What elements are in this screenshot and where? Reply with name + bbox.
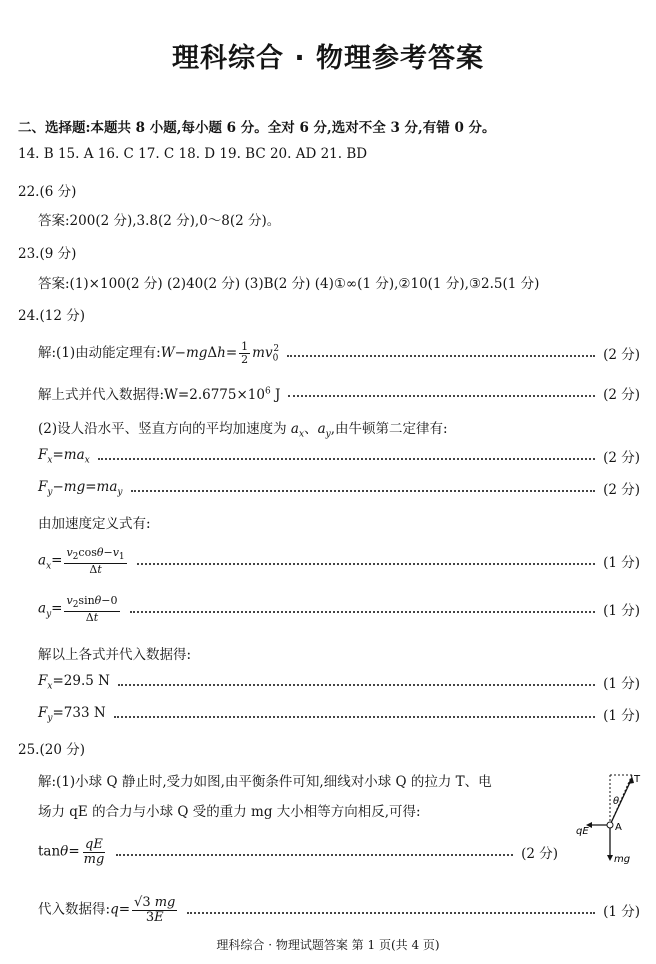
fraction: $\frac{1}{2}$ xyxy=(241,340,249,366)
score: (1 分) xyxy=(603,676,640,692)
score: (1 分) xyxy=(603,708,640,724)
q24-line-1: 解:(1)由动能定理有:W−mgΔh= $\frac{1}{2}$ $mv_0^2$ (2 分) xyxy=(38,340,640,366)
q25-eq-2: 代入数据得:q= $\frac{√3 mg}{3E}$ (1 分) xyxy=(38,894,640,925)
q24-line-11: $F_y=733$ N (1 分) xyxy=(38,704,640,724)
q25-para-2: 场力 qE 的合力与小球 Q 受的重力 mg 大小相等方向相反,可得: xyxy=(38,804,421,820)
q24-line-8: $a_y=$ $\frac{v_2\sin\theta-0}{\Delta t}$ (1 分) xyxy=(38,593,640,624)
q24-line-3: (2)设人沿水平、竖直方向的平均加速度为 $a_x$、$a_y$,由牛顿第二定律有: xyxy=(38,421,448,440)
q24-line-2 xyxy=(38,380,640,406)
fraction: $\frac{v_2\sin\theta-0}{\Delta t}$ xyxy=(66,593,118,624)
leader-dots xyxy=(130,611,596,613)
q24-l2-unit: J xyxy=(270,387,281,403)
score: (2 分) xyxy=(603,387,640,403)
q24-l2-text: 解上式并代入数据得:W=2.6775×10 xyxy=(38,387,265,403)
leader-dots xyxy=(287,355,595,357)
q22-label: 22.(6 分) xyxy=(18,184,77,200)
label-qe: qE xyxy=(576,826,589,837)
q25-eq2-prefix: 代入数据得: xyxy=(38,901,111,918)
leader-dots xyxy=(288,395,595,397)
q24-fy-value: =733 N xyxy=(52,704,106,721)
q24-line-4: $F_x=ma_x$ (2 分) xyxy=(38,446,640,466)
q24-line-7: $a_x=$ $\frac{v_2\cos\theta-v_1}{\Delta t}$ (1 分) xyxy=(38,545,640,576)
q23-answer: 答案:(1)×100(2 分) (2)40(2 分) (3)B(2 分) (4)①∞(1 分),②10(1 分),③2.5(1 分) xyxy=(38,276,540,292)
q24-fx-value: =29.5 N xyxy=(52,672,110,689)
score: (1 分) xyxy=(603,603,640,619)
ball-a xyxy=(607,822,613,828)
q24-line-5: $F_y-mg=ma_y$ (2 分) xyxy=(38,478,640,498)
q24-line-10: $F_x=29.5$ N (1 分) xyxy=(38,672,640,692)
q24-l3-text: (2)设人沿水平、竖直方向的平均加速度为 xyxy=(38,421,287,437)
gravity-arrowhead xyxy=(607,855,613,861)
q24-label: 24.(12 分) xyxy=(18,308,85,324)
q25-para-1: 解:(1)小球 Q 静止时,受力如图,由平衡条件可知,细线对小球 Q 的拉力 T、电 xyxy=(38,774,492,790)
q24-line-6: 由加速度定义式有: xyxy=(38,516,151,532)
score: (2 分) xyxy=(603,450,640,466)
leader-dots xyxy=(187,912,595,914)
q22-answer: 答案:200(2 分),3.8(2 分),0～8(2 分)。 xyxy=(38,213,281,229)
section-header: 二、选择题:本题共 8 小题,每小题 6 分。全对 6 分,选对不全 3 分,有错 0 分。 xyxy=(18,120,496,136)
page-footer: 理科综合 · 物理试题答案 第 1 页(共 4 页) xyxy=(216,938,440,952)
mc-answers: 14. B 15. A 16. C 17. C 18. D 19. BC 20. AD 21. BD xyxy=(18,146,368,162)
label-a: A xyxy=(615,822,622,833)
leader-dots xyxy=(118,684,595,686)
q23-label: 23.(9 分) xyxy=(18,246,77,262)
score: (2 分) xyxy=(521,846,558,862)
q24-line-9: 解以上各式并代入数据得: xyxy=(38,647,192,663)
score: (1 分) xyxy=(603,555,640,571)
leader-dots xyxy=(131,490,596,492)
q25-eq-1: tanθ= $\frac{qE}{mg}$ (2 分) xyxy=(38,836,558,867)
leader-dots xyxy=(116,854,513,856)
label-mg: mg xyxy=(614,854,631,865)
score: (1 分) xyxy=(603,904,640,920)
fraction: $\frac{√3 mg}{3E}$ xyxy=(134,894,176,925)
page-title: 理科综合 · 物理参考答案 xyxy=(171,43,485,74)
label-t: T xyxy=(634,774,641,785)
leader-dots xyxy=(137,563,595,565)
fraction: $\frac{v_2\cos\theta-v_1}{\Delta t}$ xyxy=(66,545,125,576)
score: (2 分) xyxy=(603,482,640,498)
force-diagram xyxy=(570,770,650,870)
fraction: $\frac{qE}{mg}$ xyxy=(83,836,105,867)
q24-l3-tail: ,由牛顿第二定律有: xyxy=(330,421,448,437)
q24-l2-exp: 6 xyxy=(264,386,271,397)
label-theta: θ xyxy=(613,796,620,807)
q25-label: 25.(20 分) xyxy=(18,742,85,758)
q24-l1-prefix: 解:(1)由动能定理有: xyxy=(38,344,161,361)
score: (2 分) xyxy=(603,347,640,363)
leader-dots xyxy=(98,458,595,460)
leader-dots xyxy=(114,716,595,718)
